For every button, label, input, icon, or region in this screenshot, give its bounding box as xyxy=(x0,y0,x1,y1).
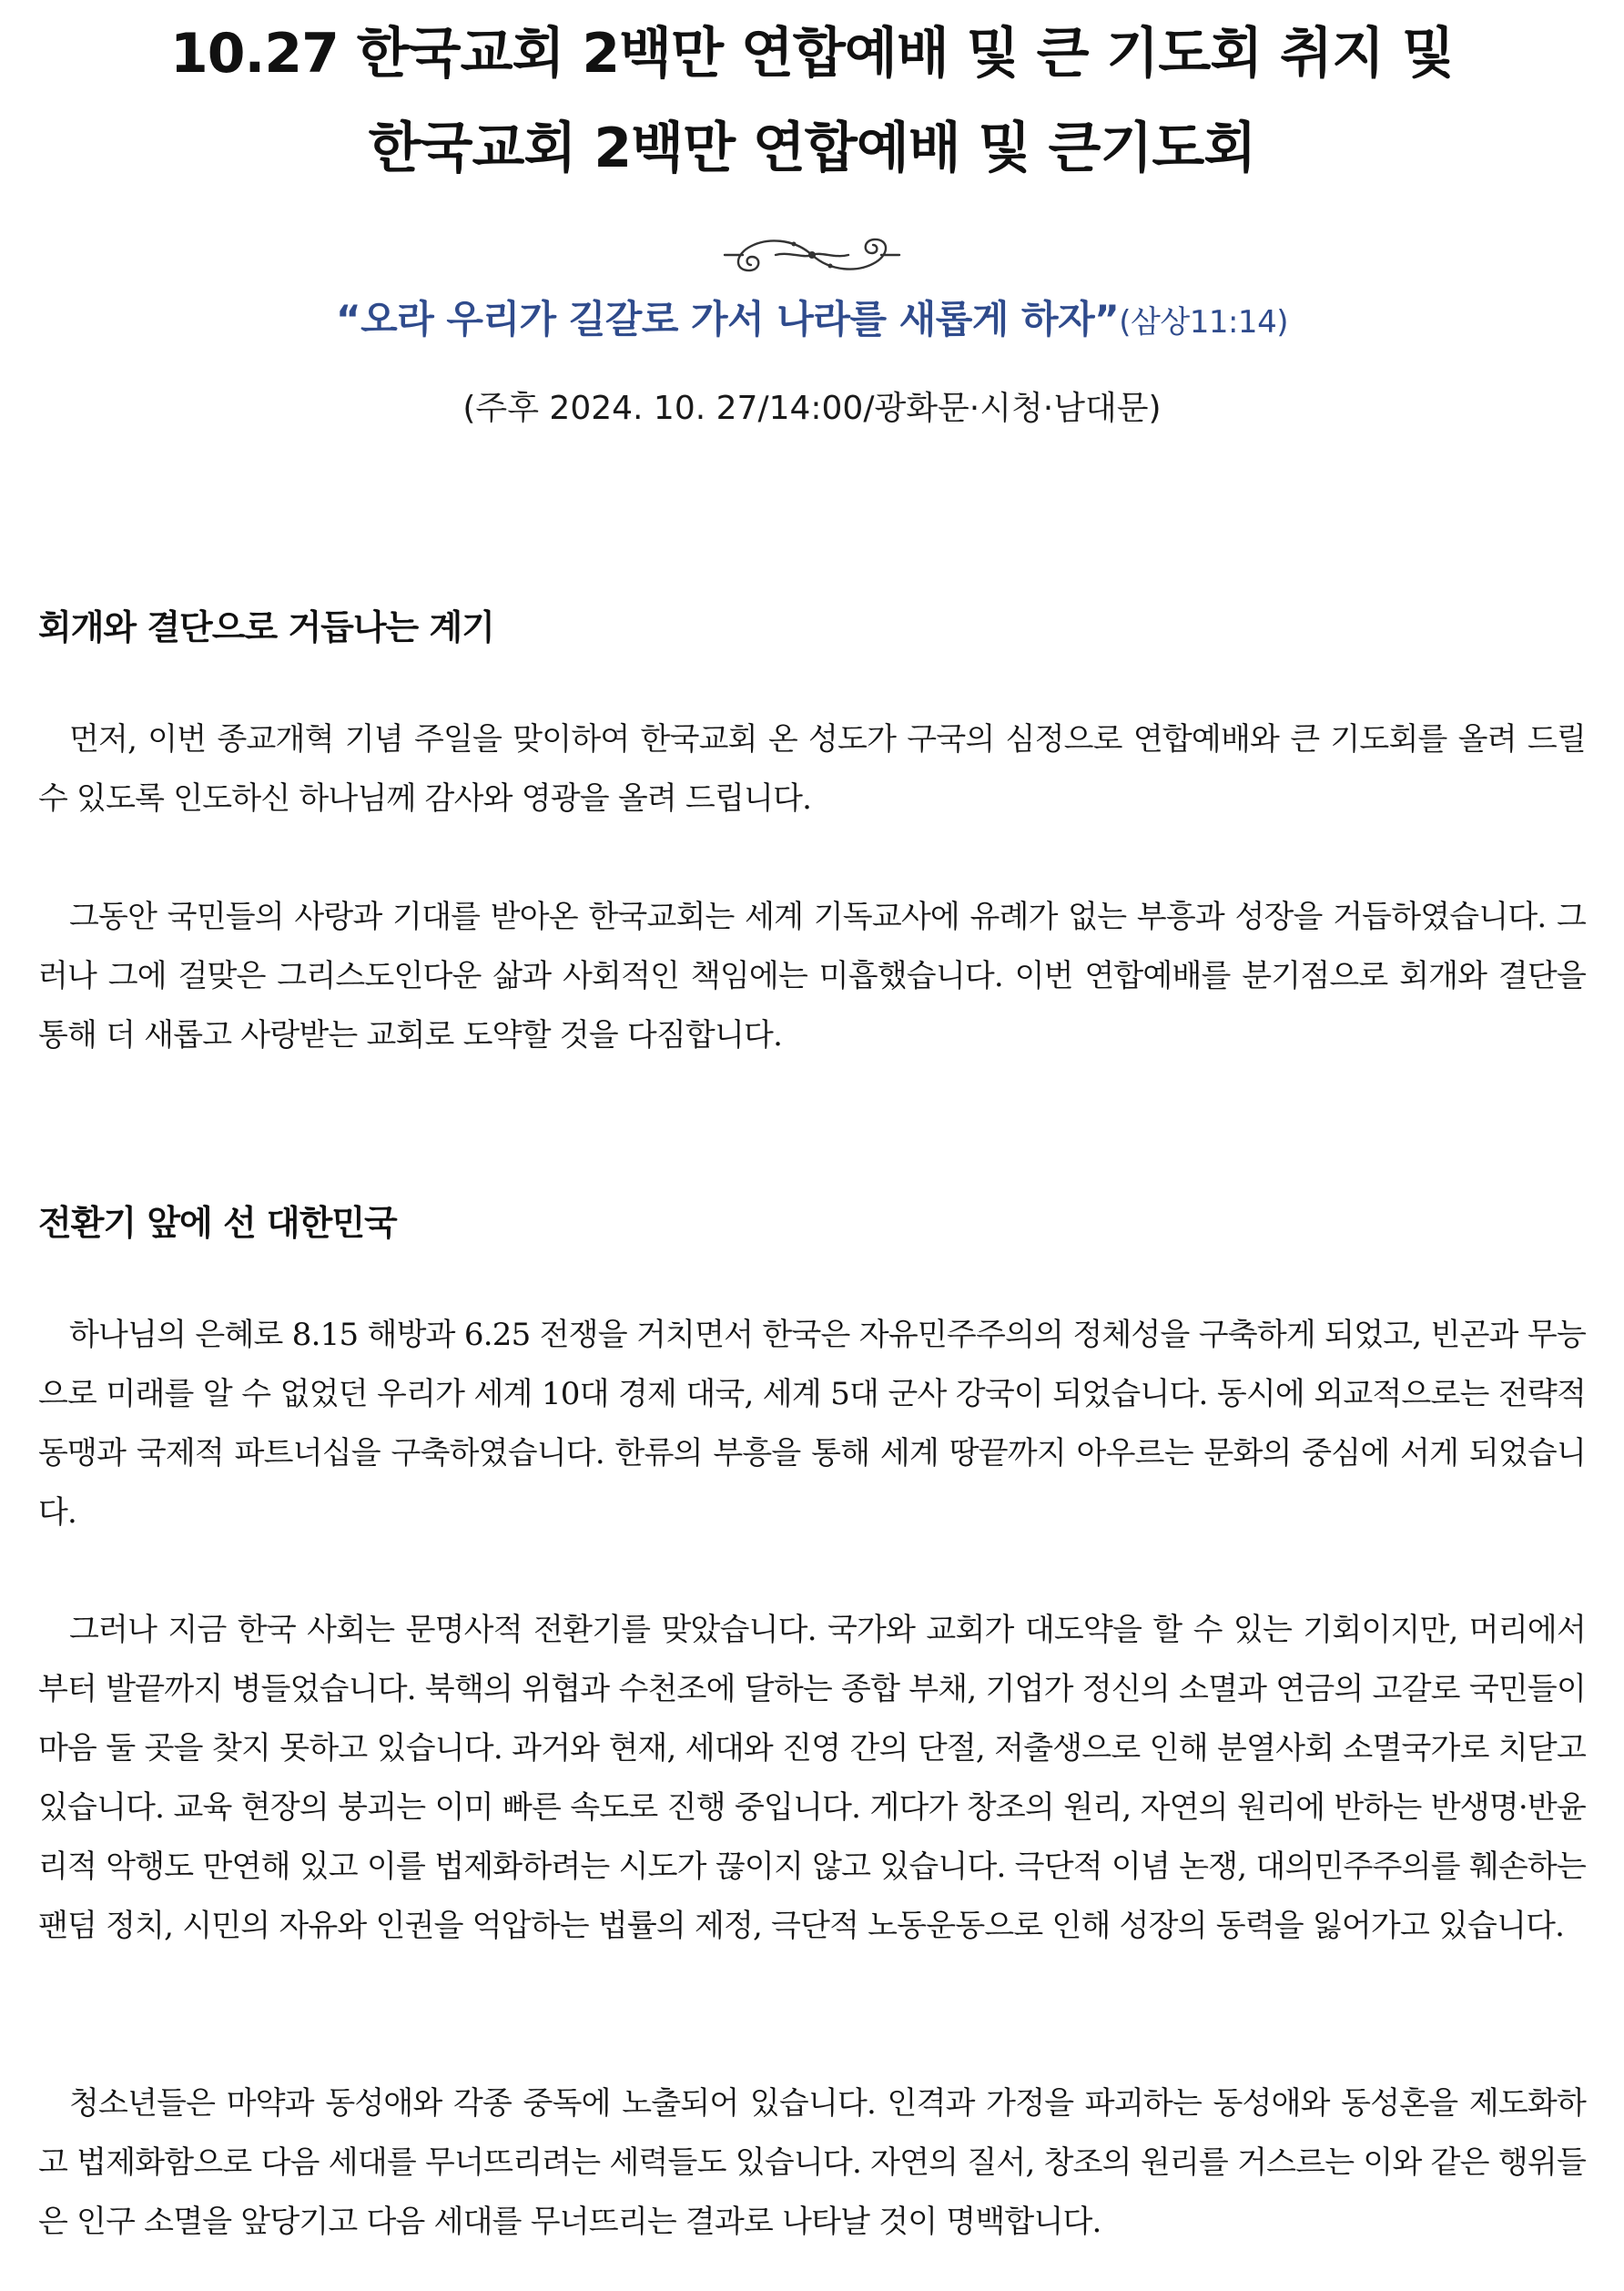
scroll-flourish-icon xyxy=(721,228,903,280)
paragraph: 그동안 국민들의 사랑과 기대를 받아온 한국교회는 세계 기독교사에 유례가 없는 부흥과 성장을 거듭하였습니다. 그러나 그에 걸맞은 그리스도인다운 삶과 사회적인 책임에는 미흡했습니다. 이번 연합예배를 분기점으로 회개와 결단을 통해 더 새롭고 사랑받는 교회로 도약할 것을 다짐합니다. xyxy=(38,899,1586,1054)
title-line-1: 10.27 한국교회 2백만 연합예배 및 큰 기도회 취지 및 xyxy=(170,22,1454,86)
scripture-verse xyxy=(0,290,1624,344)
title-line-2: 한국교회 2백만 연합예배 및 큰기도회 xyxy=(368,117,1256,180)
event-info: (주후 2024. 10. 27/14:00/광화문·시청·남대문) xyxy=(462,390,1162,427)
paragraph: 하나님의 은혜로 8.15 해방과 6.25 전쟁을 거치면서 한국은 자유민주주의의 정체성을 구축하게 되었고, 빈곤과 무능으로 미래를 알 수 없었던 우리가 세계 10대 경제 대국, 세계 5대 군사 강국이 되었습니다. 동시에 외교적으로는 전략적 동맹과 국제적 파트너십을 구축하였습니다. 한류의 부흥을 통해 세계 땅끝까지 아우르는 문화의 중심에 서게 되었습니다. xyxy=(38,1317,1586,1531)
paragraph: 그러나 지금 한국 사회는 문명사적 전환기를 맞았습니다. 국가와 교회가 대도약을 할 수 있는 기회이지만, 머리에서부터 발끝까지 병들었습니다. 북핵의 위협과 수천조에 달하는 종합 부채, 기업가 정신의 소멸과 연금의 고갈로 국민들이 마음 둘 곳을 찾지 못하고 있습니다. 과거와 현재, 세대와 진영 간의 단절, 저출생으로 인해 분열사회 소멸국가로 치닫고 있습니다. 교육 현장의 붕괴는 이미 빠른 속도로 진행 중입니다. 게다가 창조의 원리, 자연의 원리에 반하는 반생명·반윤리적 악행도 만연해 있고 이를 법제화하려는 시도가 끊이지 않고 있습니다. 극단적 이념 논쟁, 대의민주주의를 훼손하는 팬덤 정치, 시민의 자유와 인권을 억압하는 법률의 제정, 극단적 노동운동으로 인해 성장의 동력을 잃어가고 있습니다. xyxy=(38,1612,1586,1944)
section-heading-repentance: 회개와 결단으로 거듭나는 계기 xyxy=(38,607,494,647)
paragraph: 청소년들은 마약과 동성애와 각종 중독에 노출되어 있습니다. 인격과 가정을 파괴하는 동성애와 동성혼을 제도화하고 법제화함으로 다음 세대를 무너뜨리려는 세력들도 있습니다. 자연의 질서, 창조의 원리를 거스르는 이와 같은 행위들은 인구 소멸을 앞당기고 다음 세대를 무너뜨리는 결과로 나타날 것이 명백합니다. xyxy=(38,2085,1586,2240)
paragraph: 먼저, 이번 종교개혁 기념 주일을 맞이하여 한국교회 온 성도가 구국의 심정으로 연합예배와 큰 기도회를 올려 드릴 수 있도록 인도하신 하나님께 감사와 영광을 올려 드립니다. xyxy=(38,721,1586,817)
verse-text: “오라 우리가 길갈로 가서 나라를 새롭게 하자” xyxy=(336,297,1120,341)
section-heading-transition: 전환기 앞에 선 대한민국 xyxy=(38,1203,397,1243)
verse-reference: (삼상11:14) xyxy=(1119,304,1288,341)
